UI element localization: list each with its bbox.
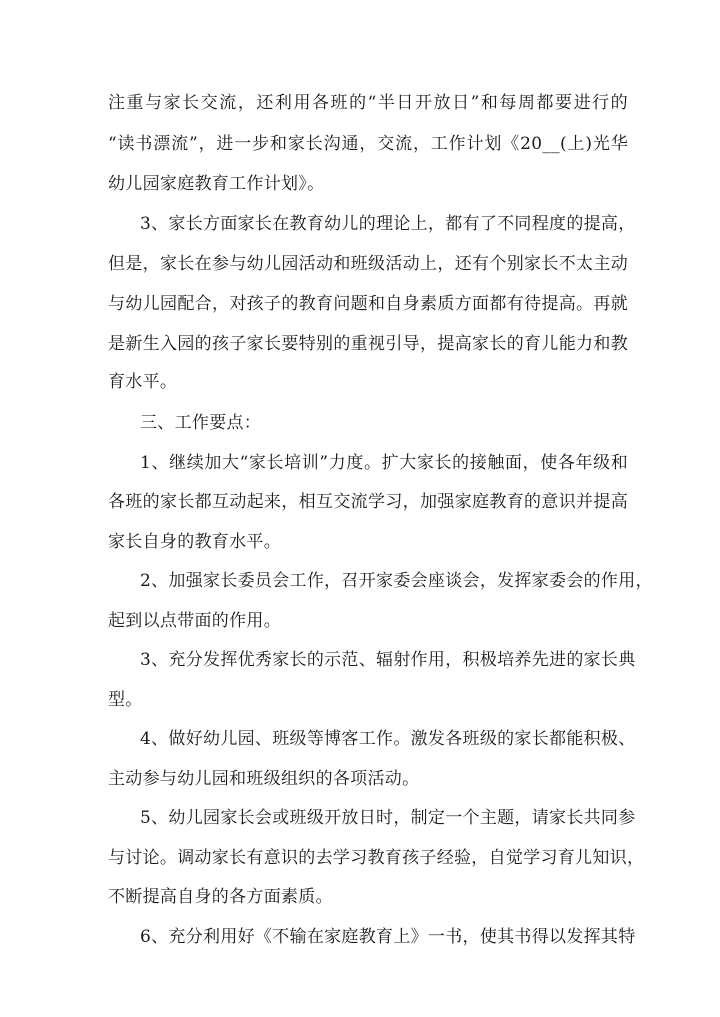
text-line: 是新生入园的孩子家长要特别的重视引导，提高家长的育儿能力和教 bbox=[108, 334, 628, 354]
text-line: 与讨论。调动家长有意识的去学习教育孩子经验，自觉学习育儿知识， bbox=[108, 848, 645, 868]
paragraph-start-line: 6、充分利用好《不输在家庭教育上》一书，使其书得以发挥其特 bbox=[140, 927, 636, 947]
text-line: “读书漂流”，进一步和家长沟通，交流，工作计划《20__(上)光华 bbox=[108, 134, 628, 154]
text-line: 与幼儿园配合，对孩子的教育问题和自身素质方面都有待提高。再就 bbox=[108, 294, 628, 314]
text-line: 注重与家长交流，还利用各班的“半日开放日”和每周都要进行的 bbox=[108, 93, 628, 113]
text-line: 主动参与幼儿园和班级组织的各项活动。 bbox=[108, 769, 420, 789]
text-line: 育水平。 bbox=[108, 372, 178, 392]
text-line: 家长自身的教育水平。 bbox=[108, 532, 281, 552]
text-line: 幼儿园家庭教育工作计划》。 bbox=[108, 174, 325, 194]
paragraph-start-line: 3、充分发挥优秀家长的示范、辐射作用，积极培养先进的家长典 bbox=[140, 650, 636, 670]
paragraph-start-line: 4、做好幼儿园、班级等博客工作。激发各班级的家长都能积极、 bbox=[140, 729, 636, 749]
paragraph-start-line: 3、家长方面家长在教育幼儿的理论上，都有了不同程度的提高， bbox=[140, 214, 636, 234]
paragraph-start-line: 1、继续加大“家长培训”力度。扩大家长的接触面，使各年级和 bbox=[140, 453, 628, 473]
paragraph-start-line: 5、幼儿园家长会或班级开放日时，制定一个主题，请家长共同参 bbox=[140, 808, 636, 828]
text-line: 各班的家长都互动起来，相互交流学习，加强家庭教育的意识并提高 bbox=[108, 492, 628, 512]
text-line: 不断提高自身的各方面素质。 bbox=[108, 887, 333, 907]
text-line: 但是，家长在参与幼儿园活动和班级活动上，还有个别家长不太主动 bbox=[108, 254, 628, 274]
text-line: 型。 bbox=[108, 690, 143, 710]
section-heading: 三、工作要点： bbox=[140, 413, 262, 433]
paragraph-start-line: 2、加强家长委员会工作，召开家委会座谈会，发挥家委会的作用， bbox=[140, 571, 653, 591]
text-line: 起到以点带面的作用。 bbox=[108, 611, 281, 631]
